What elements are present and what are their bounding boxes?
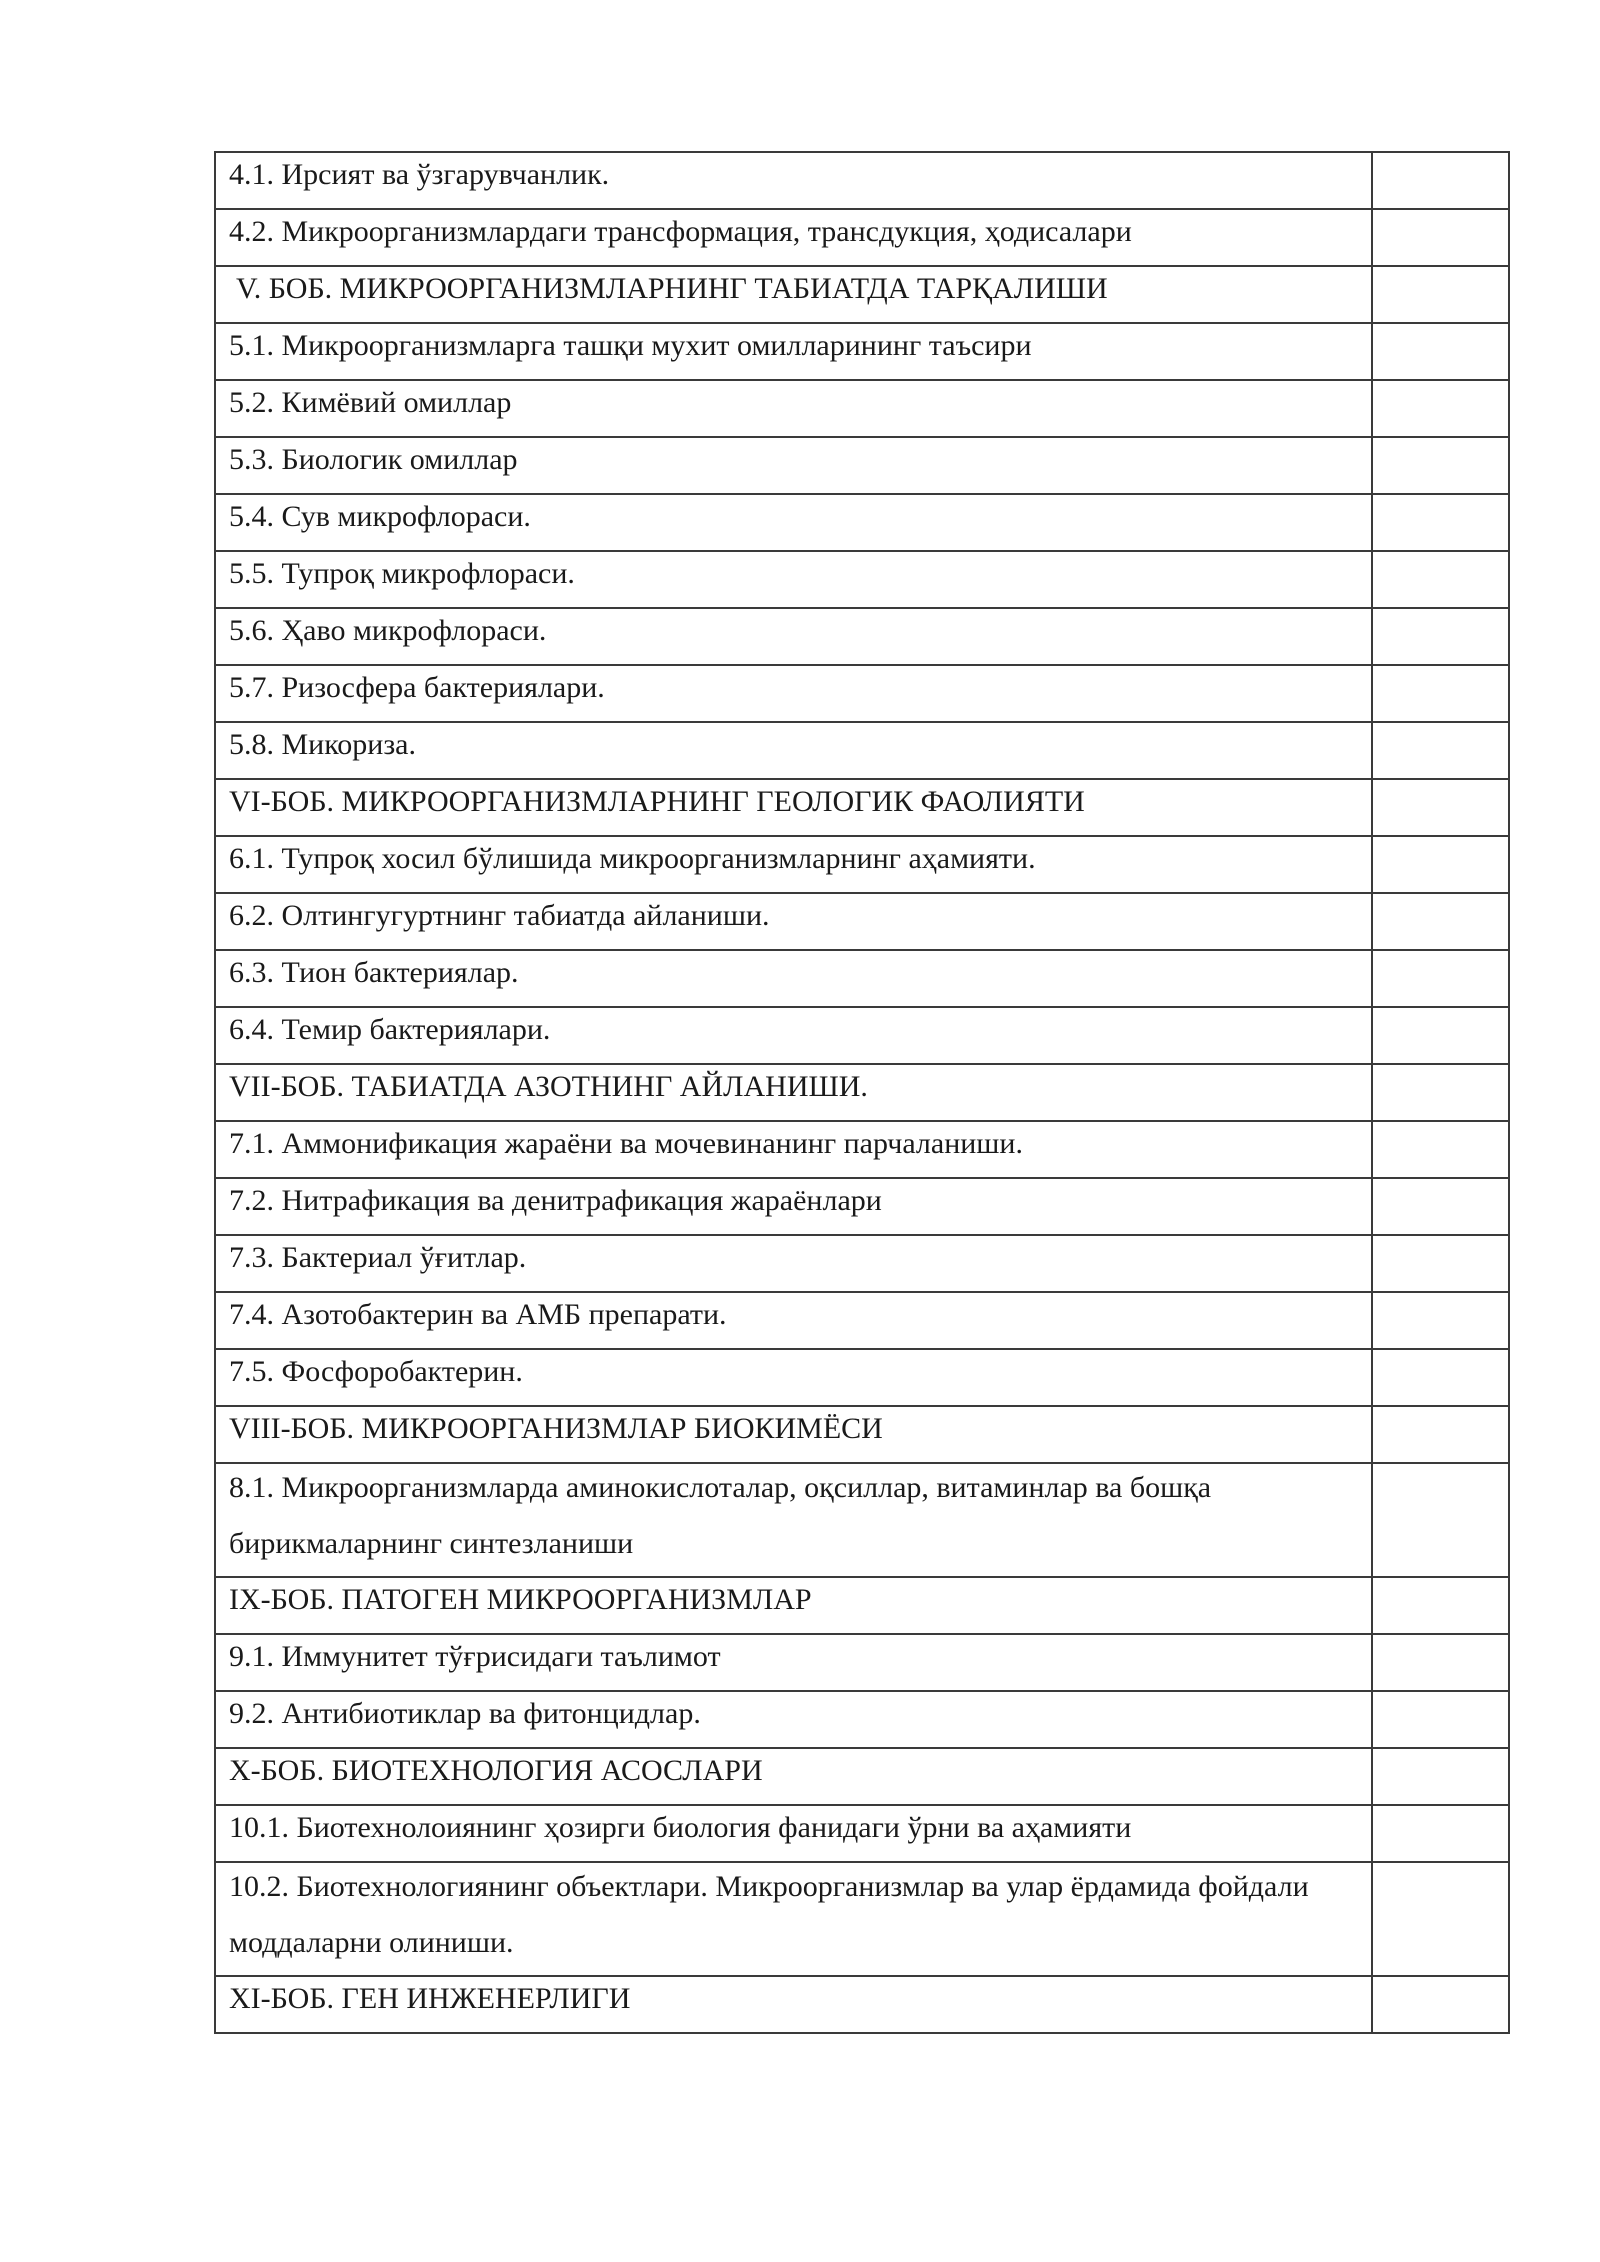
toc-entry-text: 5.1. Микроорганизмларга ташқи мухит омилларининг таъсири bbox=[229, 329, 1032, 362]
chapter-heading-cell bbox=[215, 779, 1372, 836]
table-row bbox=[215, 1691, 1509, 1748]
toc-entry-cell bbox=[215, 1691, 1372, 1748]
page-number-cell bbox=[1372, 152, 1509, 209]
toc-entry-cell bbox=[215, 1178, 1372, 1235]
chapter-heading-text: VII-БОБ. ТАБИАТДА АЗОТНИНГ АЙЛАНИШИ. bbox=[229, 1070, 868, 1103]
page-number-cell bbox=[1372, 779, 1509, 836]
toc-entry-text: 10.2. Биотехнологиянинг объектлари. Микроорганизмлар ва улар ёрдамида фойдали моддаларни олиниши. bbox=[229, 1870, 1309, 1959]
table-row bbox=[215, 1805, 1509, 1862]
toc-entry-cell bbox=[215, 1235, 1372, 1292]
chapter-heading-cell bbox=[215, 1064, 1372, 1121]
table-row bbox=[215, 1064, 1509, 1121]
toc-entry-cell bbox=[215, 152, 1372, 209]
toc-entry-text: 9.1. Иммунитет тўғрисидаги таълимот bbox=[229, 1640, 721, 1673]
toc-entry-cell bbox=[215, 1463, 1372, 1577]
toc-entry-cell bbox=[215, 1121, 1372, 1178]
table-row bbox=[215, 893, 1509, 950]
toc-entry-text: 6.2. Олтингугуртнинг табиатда айланиши. bbox=[229, 899, 770, 932]
toc-entry-cell bbox=[215, 1634, 1372, 1691]
page-number-cell bbox=[1372, 1406, 1509, 1463]
toc-entry-text: 5.6. Ҳаво микрофлораси. bbox=[229, 614, 547, 647]
toc-entry-text: 4.2. Микроорганизмлардаги трансформация, трансдукция, ҳодисалари bbox=[229, 215, 1132, 248]
page-number-cell bbox=[1372, 209, 1509, 266]
page-number-cell bbox=[1372, 1691, 1509, 1748]
toc-entry-cell bbox=[215, 209, 1372, 266]
page-number-cell bbox=[1372, 1007, 1509, 1064]
page-number-cell bbox=[1372, 950, 1509, 1007]
chapter-heading-text: VIII-БОБ. МИКРООРГАНИЗМЛАР БИОКИМЁСИ bbox=[229, 1412, 883, 1445]
page-number-cell bbox=[1372, 1178, 1509, 1235]
page-number-cell bbox=[1372, 836, 1509, 893]
page-number-cell bbox=[1372, 494, 1509, 551]
toc-entry-cell bbox=[215, 1862, 1372, 1976]
toc-entry-cell bbox=[215, 893, 1372, 950]
table-row bbox=[215, 323, 1509, 380]
page-number-cell bbox=[1372, 323, 1509, 380]
page-number-cell bbox=[1372, 1976, 1509, 2033]
chapter-heading-cell bbox=[215, 1577, 1372, 1634]
chapter-heading-cell bbox=[215, 1406, 1372, 1463]
chapter-heading-text: VI-БОБ. МИКРООРГАНИЗМЛАРНИНГ ГЕОЛОГИК ФАОЛИЯТИ bbox=[229, 785, 1085, 818]
page-number-cell bbox=[1372, 1805, 1509, 1862]
table-row bbox=[215, 608, 1509, 665]
page-number-cell bbox=[1372, 1121, 1509, 1178]
table-row bbox=[215, 551, 1509, 608]
table-row bbox=[215, 209, 1509, 266]
toc-entry-text: 9.2. Антибиотиклар ва фитонцидлар. bbox=[229, 1697, 701, 1730]
table-row bbox=[215, 494, 1509, 551]
toc-entry-text: 7.1. Аммонификация жараёни ва мочевинанинг парчаланиши. bbox=[229, 1127, 1023, 1160]
toc-entry-cell bbox=[215, 1292, 1372, 1349]
toc-entry-text: 5.4. Сув микрофлораси. bbox=[229, 500, 531, 533]
table-row bbox=[215, 1463, 1509, 1577]
chapter-heading-text: V. БОБ. МИКРООРГАНИЗМЛАРНИНГ ТАБИАТДА ТАРҚАЛИШИ bbox=[229, 272, 1108, 305]
toc-entry-cell bbox=[215, 437, 1372, 494]
toc-entry-text: 6.3. Тион бактериялар. bbox=[229, 956, 519, 989]
table-row bbox=[215, 950, 1509, 1007]
page-number-cell bbox=[1372, 437, 1509, 494]
chapter-heading-text: XI-БОБ. ГЕН ИНЖЕНЕРЛИГИ bbox=[229, 1982, 631, 2015]
table-row bbox=[215, 152, 1509, 209]
page-number-cell bbox=[1372, 551, 1509, 608]
toc-entry-cell bbox=[215, 494, 1372, 551]
page-number-cell bbox=[1372, 1463, 1509, 1577]
toc-entry-cell bbox=[215, 551, 1372, 608]
toc-entry-cell bbox=[215, 323, 1372, 380]
page-number-cell bbox=[1372, 893, 1509, 950]
chapter-heading-text: IX-БОБ. ПАТОГЕН МИКРООРГАНИЗМЛАР bbox=[229, 1583, 812, 1616]
toc-entry-cell bbox=[215, 1007, 1372, 1064]
table-row bbox=[215, 1121, 1509, 1178]
toc-entry-text: 8.1. Микроорганизмларда аминокислоталар, оқсиллар, витаминлар ва бошқа бирикмаларнинг синтезланиши bbox=[229, 1471, 1212, 1560]
toc-entry-text: 6.1. Тупроқ хосил бўлишида микроорганизмларнинг аҳамияти. bbox=[229, 842, 1036, 875]
toc-entry-cell bbox=[215, 608, 1372, 665]
toc-entry-text: 5.5. Тупроқ микрофлораси. bbox=[229, 557, 575, 590]
page-number-cell bbox=[1372, 722, 1509, 779]
page-number-cell bbox=[1372, 1235, 1509, 1292]
table-row bbox=[215, 1007, 1509, 1064]
page-number-cell bbox=[1372, 266, 1509, 323]
toc-entry-cell bbox=[215, 722, 1372, 779]
toc-entry-text: 6.4. Темир бактериялари. bbox=[229, 1013, 551, 1046]
table-row bbox=[215, 266, 1509, 323]
table-row bbox=[215, 1976, 1509, 2033]
toc-entry-text: 7.5. Фосфоробактерин. bbox=[229, 1355, 523, 1388]
page-number-cell bbox=[1372, 1349, 1509, 1406]
toc-entry-text: 7.3. Бактериал ўғитлар. bbox=[229, 1241, 527, 1274]
toc-entry-text: 7.4. Азотобактерин ва АМБ препарати. bbox=[229, 1298, 727, 1331]
table-row bbox=[215, 1577, 1509, 1634]
chapter-heading-cell bbox=[215, 1976, 1372, 2033]
toc-entry-text: 4.1. Ирсият ва ўзгарувчанлик. bbox=[229, 158, 610, 191]
table-row bbox=[215, 836, 1509, 893]
page-number-cell bbox=[1372, 608, 1509, 665]
table-row bbox=[215, 1235, 1509, 1292]
toc-entry-cell bbox=[215, 836, 1372, 893]
table-of-contents bbox=[214, 151, 1510, 2034]
toc-entry-text: 5.7. Ризосфера бактериялари. bbox=[229, 671, 605, 704]
chapter-heading-text: X-БОБ. БИОТЕХНОЛОГИЯ АСОСЛАРИ bbox=[229, 1754, 763, 1787]
page-number-cell bbox=[1372, 1292, 1509, 1349]
table-row bbox=[215, 1634, 1509, 1691]
table-row bbox=[215, 779, 1509, 836]
toc-entry-text: 10.1. Биотехнолоиянинг ҳозирги биология фанидаги ўрни ва аҳамияти bbox=[229, 1811, 1132, 1844]
table-row bbox=[215, 1292, 1509, 1349]
page-number-cell bbox=[1372, 1862, 1509, 1976]
toc-entry-text: 5.8. Микориза. bbox=[229, 728, 417, 761]
page-number-cell bbox=[1372, 1577, 1509, 1634]
page-number-cell bbox=[1372, 665, 1509, 722]
table-row bbox=[215, 1748, 1509, 1805]
table-row bbox=[215, 437, 1509, 494]
table-row bbox=[215, 1178, 1509, 1235]
chapter-heading-cell bbox=[215, 266, 1372, 323]
table-row bbox=[215, 1862, 1509, 1976]
table-row bbox=[215, 722, 1509, 779]
table-row bbox=[215, 1349, 1509, 1406]
toc-entry-cell bbox=[215, 950, 1372, 1007]
page-number-cell bbox=[1372, 1064, 1509, 1121]
toc-entry-cell bbox=[215, 665, 1372, 722]
toc-entry-cell bbox=[215, 1805, 1372, 1862]
page-number-cell bbox=[1372, 1748, 1509, 1805]
toc-entry-text: 5.3. Биологик омиллар bbox=[229, 443, 518, 476]
page-number-cell bbox=[1372, 1634, 1509, 1691]
toc-entry-cell bbox=[215, 1349, 1372, 1406]
chapter-heading-cell bbox=[215, 1748, 1372, 1805]
table-row bbox=[215, 380, 1509, 437]
toc-entry-text: 7.2. Нитрафикация ва денитрафикация жараёнлари bbox=[229, 1184, 882, 1217]
table-row bbox=[215, 1406, 1509, 1463]
toc-entry-text: 5.2. Кимёвий омиллар bbox=[229, 386, 512, 419]
toc-entry-cell bbox=[215, 380, 1372, 437]
page-number-cell bbox=[1372, 380, 1509, 437]
table-row bbox=[215, 665, 1509, 722]
